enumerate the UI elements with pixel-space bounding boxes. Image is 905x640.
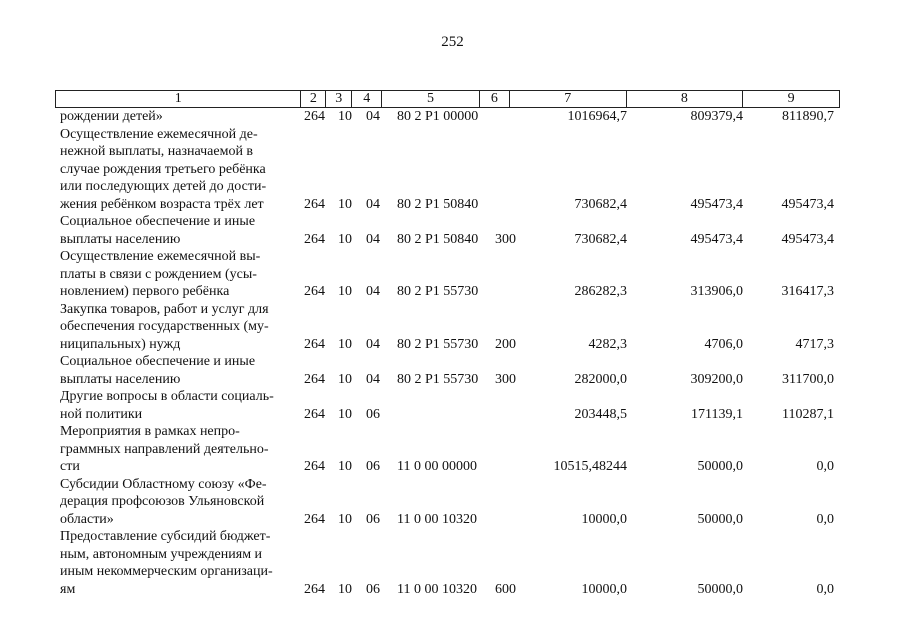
row-cell-7: 10000,0 bbox=[581, 581, 627, 597]
row-cell-8: 50000,0 bbox=[697, 511, 743, 527]
table-row bbox=[0, 301, 905, 354]
row-description-line: Другие вопросы в области социаль- bbox=[60, 389, 274, 404]
row-cell-7: 730682,4 bbox=[574, 196, 627, 212]
row-cell-2: 264 bbox=[304, 371, 325, 387]
header-col-6: 6 bbox=[480, 91, 510, 107]
row-cell-9: 811890,7 bbox=[782, 109, 834, 124]
row-description-line: Мероприятия в рамках непро- bbox=[60, 424, 240, 439]
row-description-line: выплаты населению bbox=[60, 231, 181, 247]
row-cell-3: 10 bbox=[338, 196, 352, 212]
header-col-9: 9 bbox=[787, 91, 795, 106]
row-description-line: ной политики bbox=[60, 406, 143, 422]
row-cell-3: 10 bbox=[338, 371, 352, 387]
row-cell-8: 50000,0 bbox=[697, 459, 743, 474]
row-cell-9: 0,0 bbox=[816, 459, 834, 474]
row-description-line: Субсидии Областному союзу «Фе- bbox=[60, 476, 267, 492]
row-cell-4: 04 bbox=[366, 231, 380, 247]
row-cell-2: 264 bbox=[304, 459, 325, 474]
row-cell-6: 300 bbox=[495, 231, 516, 247]
row-cell-6: 600 bbox=[495, 581, 516, 597]
row-description-line: области» bbox=[60, 511, 114, 527]
row-description-line: Предоставление субсидий бюджет- bbox=[60, 529, 271, 544]
row-cell-3: 10 bbox=[338, 231, 352, 247]
row-cell-5: 80 2 P1 50840 bbox=[397, 231, 479, 247]
row-cell-8: 4706,0 bbox=[704, 336, 743, 352]
row-description bbox=[60, 423, 296, 476]
row-cell-9: 495473,4 bbox=[781, 231, 834, 247]
row-cell-7: 4282,3 bbox=[588, 336, 627, 352]
table-row bbox=[0, 423, 905, 476]
row-description bbox=[60, 476, 296, 529]
table-header bbox=[55, 90, 840, 108]
row-cell-5: 80 2 P1 55730 bbox=[397, 371, 479, 387]
row-cell-8: 809379,4 bbox=[690, 109, 743, 124]
table-row bbox=[0, 248, 905, 301]
row-description-line: Социальное обеспечение и иные bbox=[60, 354, 256, 369]
row-cell-3: 10 bbox=[338, 109, 352, 124]
row-cell-8: 495473,4 bbox=[690, 196, 743, 212]
row-description bbox=[60, 126, 296, 214]
row-cell-7: 10000,0 bbox=[581, 511, 627, 527]
row-cell-8: 50000,0 bbox=[697, 581, 743, 597]
table-row bbox=[0, 108, 905, 126]
row-description-line: платы в связи с рождением (усы- bbox=[60, 266, 257, 282]
row-cell-2: 264 bbox=[304, 196, 325, 212]
row-cell-4: 06 bbox=[366, 459, 380, 474]
row-cell-2: 264 bbox=[304, 336, 325, 352]
row-description-line: ям bbox=[60, 581, 76, 597]
table-row bbox=[0, 476, 905, 529]
row-cell-2: 264 bbox=[304, 284, 325, 299]
row-cell-2: 264 bbox=[304, 231, 325, 247]
row-description bbox=[60, 388, 296, 423]
table-row bbox=[0, 213, 905, 248]
row-cell-3: 10 bbox=[338, 511, 352, 527]
row-description-line: или последующих детей до дости- bbox=[60, 179, 267, 194]
page-number: 252 bbox=[441, 34, 464, 50]
table-row bbox=[0, 353, 905, 388]
row-cell-4: 04 bbox=[366, 371, 380, 387]
row-cell-4: 04 bbox=[366, 196, 380, 212]
table-body bbox=[0, 108, 905, 598]
row-description-line: сти bbox=[60, 459, 80, 474]
header-col-3: 3 bbox=[326, 91, 352, 107]
row-cell-7: 203448,5 bbox=[574, 406, 627, 422]
row-cell-8: 495473,4 bbox=[690, 231, 743, 247]
header-col-1: 1 bbox=[56, 91, 301, 107]
row-description-line: рождении детей» bbox=[60, 109, 163, 124]
row-cell-3: 10 bbox=[338, 459, 352, 474]
row-description-line: Социальное обеспечение и иные bbox=[60, 214, 256, 229]
row-cell-5: 11 0 00 10320 bbox=[397, 581, 477, 597]
header-col-8: 8 bbox=[627, 91, 744, 107]
row-cell-7: 1016964,7 bbox=[567, 109, 627, 124]
row-cell-5: 80 2 P1 55730 bbox=[397, 284, 479, 299]
row-description-line: иным некоммерческим организаци- bbox=[60, 564, 273, 579]
row-cell-3: 10 bbox=[338, 336, 352, 352]
row-cell-8: 313906,0 bbox=[690, 284, 743, 299]
row-cell-7: 282000,0 bbox=[574, 371, 627, 387]
row-cell-7: 10515,48244 bbox=[553, 459, 627, 474]
row-cell-5: 11 0 00 10320 bbox=[397, 511, 477, 527]
row-cell-9: 316417,3 bbox=[781, 284, 834, 299]
header-col-7: 7 bbox=[510, 91, 627, 107]
row-cell-6: 300 bbox=[495, 371, 516, 387]
row-cell-4: 04 bbox=[366, 336, 380, 352]
row-cell-3: 10 bbox=[338, 581, 352, 597]
row-description-line: Осуществление ежемесячной де- bbox=[60, 126, 258, 142]
row-description-line: Осуществление ежемесячной вы- bbox=[60, 249, 261, 264]
row-cell-9: 0,0 bbox=[816, 511, 834, 527]
row-description-line: обеспечения государственных (му- bbox=[60, 319, 269, 334]
row-cell-4: 06 bbox=[366, 511, 380, 527]
row-description bbox=[60, 353, 296, 388]
row-cell-5: 80 2 P1 00000 bbox=[397, 109, 479, 124]
row-cell-3: 10 bbox=[338, 406, 352, 422]
row-description-line: ниципальных) нужд bbox=[60, 336, 181, 352]
row-cell-7: 286282,3 bbox=[574, 284, 627, 299]
row-cell-9: 0,0 bbox=[816, 581, 834, 597]
row-description bbox=[60, 301, 296, 354]
row-cell-2: 264 bbox=[304, 511, 325, 527]
row-description-line: случае рождения третьего ребёнка bbox=[60, 161, 266, 177]
table-row bbox=[0, 388, 905, 423]
row-description bbox=[60, 528, 296, 598]
row-description-line: новлением) первого ребёнка bbox=[60, 284, 230, 299]
row-cell-4: 06 bbox=[366, 406, 380, 422]
row-cell-4: 04 bbox=[366, 109, 380, 124]
row-cell-7: 730682,4 bbox=[574, 231, 627, 247]
row-description-line: граммных направлений деятельно- bbox=[60, 441, 269, 457]
row-cell-2: 264 bbox=[304, 109, 325, 124]
row-description-line: нежной выплаты, назначаемой в bbox=[60, 144, 254, 159]
row-cell-9: 495473,4 bbox=[781, 196, 834, 212]
row-description-line: ным, автономным учреждениям и bbox=[60, 546, 263, 562]
table-row bbox=[0, 528, 905, 598]
header-col-4: 4 bbox=[352, 91, 382, 107]
row-cell-8: 309200,0 bbox=[690, 371, 743, 387]
row-description bbox=[60, 108, 296, 126]
row-cell-9: 311700,0 bbox=[782, 371, 834, 387]
row-cell-8: 171139,1 bbox=[691, 406, 743, 422]
row-description-line: дерация профсоюзов Ульяновской bbox=[60, 494, 265, 509]
header-col-2: 2 bbox=[301, 91, 326, 107]
row-description bbox=[60, 213, 296, 248]
row-cell-5: 80 2 P1 50840 bbox=[397, 196, 479, 212]
row-cell-3: 10 bbox=[338, 284, 352, 299]
row-cell-5: 11 0 00 00000 bbox=[397, 459, 477, 474]
row-cell-4: 04 bbox=[366, 284, 380, 299]
row-description-line: выплаты населению bbox=[60, 371, 181, 387]
row-cell-4: 06 bbox=[366, 581, 380, 597]
row-description-line: Закупка товаров, работ и услуг для bbox=[60, 301, 269, 317]
row-cell-9: 4717,3 bbox=[795, 336, 834, 352]
table-row bbox=[0, 126, 905, 214]
row-cell-2: 264 bbox=[304, 406, 325, 422]
row-description bbox=[60, 248, 296, 301]
row-cell-2: 264 bbox=[304, 581, 325, 597]
header-col-5: 5 bbox=[382, 91, 480, 107]
row-cell-6: 200 bbox=[495, 336, 516, 352]
row-cell-9: 110287,1 bbox=[782, 406, 834, 422]
row-description-line: жения ребёнком возраста трёх лет bbox=[60, 196, 264, 212]
row-cell-5: 80 2 P1 55730 bbox=[397, 336, 479, 352]
